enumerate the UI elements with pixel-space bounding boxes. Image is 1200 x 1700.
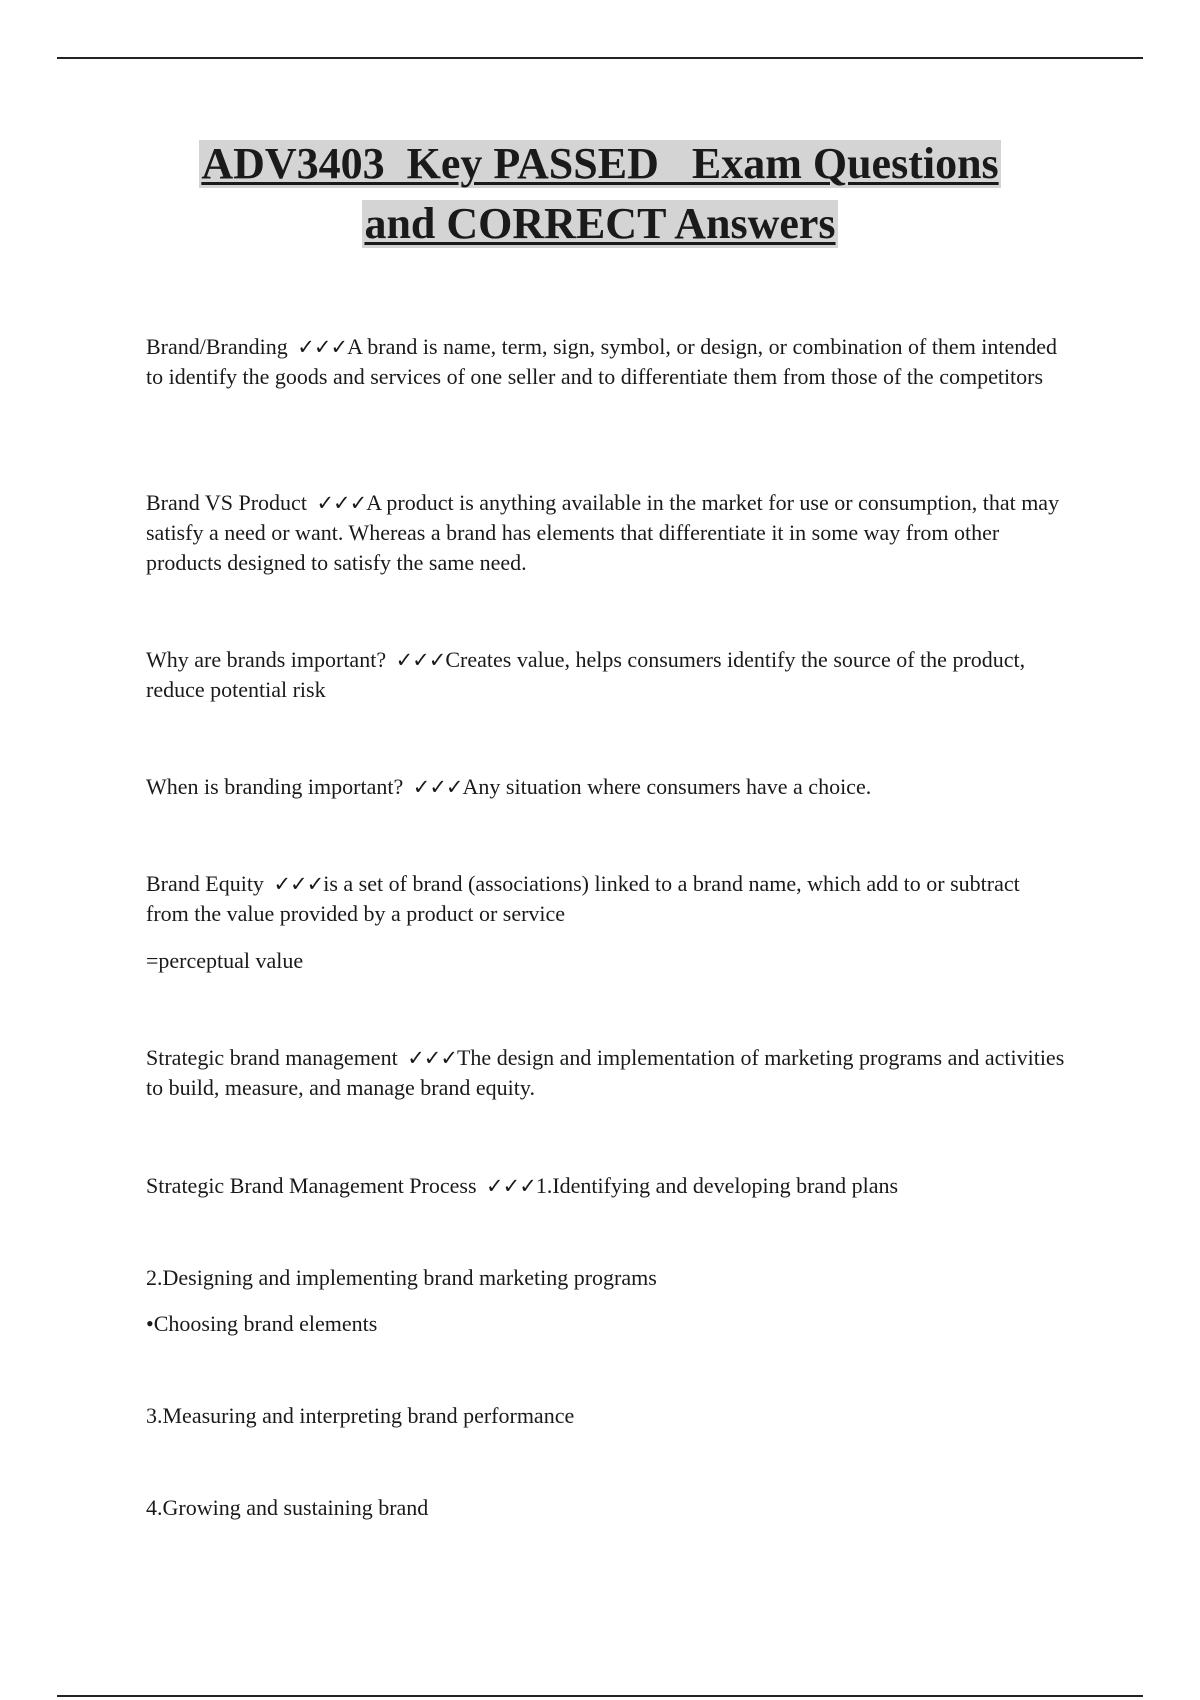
- title-line-1: ADV3403 Key PASSED Exam Questions: [201, 139, 999, 188]
- qa-item-brand-branding: [146, 332, 1066, 392]
- document-title: [100, 140, 1100, 260]
- question-term: Why are brands important?: [146, 647, 387, 672]
- answer-text: Any situation where consumers have a choice.: [462, 774, 872, 799]
- process-step-4: 4.Growing and sustaining brand: [146, 1495, 429, 1520]
- question-term: When is branding important?: [146, 774, 404, 799]
- checkmarks-icon: ✓✓✓: [297, 335, 348, 359]
- question-term: Brand/Branding: [146, 334, 288, 359]
- qa-item-brand-equity: [146, 869, 1066, 929]
- answer-text: A brand is name, term, sign, symbol, or design, or combination of them intended to identify the goods and services of one seller and to differentiate them from those of the competitors: [146, 334, 1058, 389]
- bottom-rule: [57, 1695, 1143, 1697]
- process-step-2-bullet: •Choosing brand elements: [146, 1311, 378, 1336]
- process-step-3: 3.Measuring and interpreting brand performance: [146, 1403, 575, 1428]
- answer-text: is a set of brand (associations) linked to a brand name, which add to or subtract from the value provided by a product or service: [146, 871, 1020, 926]
- top-rule: [57, 57, 1143, 59]
- checkmarks-icon: ✓✓✓: [486, 1174, 536, 1198]
- answer-text: A product is anything available in the market for use or consumption, that may satisfy a need or want. Whereas a brand has elements that differentiate it in some way from other products designed to satisfy the same need.: [146, 490, 1060, 575]
- perceptual-value-line: =perceptual value: [146, 948, 304, 973]
- checkmarks-icon: ✓✓✓: [273, 872, 324, 896]
- title-line-2: and CORRECT Answers: [364, 199, 836, 248]
- checkmarks-icon: ✓✓✓: [412, 775, 463, 799]
- question-term: Brand VS Product: [146, 490, 307, 515]
- answer-text: Creates value, helps consumers identify the source of the product, reduce potential risk: [146, 647, 1026, 702]
- qa-item-when-branding-important: [146, 772, 1066, 802]
- qa-item-why-brands-important: [146, 645, 1066, 705]
- process-step-2: 2.Designing and implementing brand marketing programs: [146, 1265, 657, 1290]
- qa-item-brand-vs-product: [146, 488, 1066, 578]
- checkmarks-icon: ✓✓✓: [395, 648, 446, 672]
- qa-item-strategic-brand-management: [146, 1043, 1066, 1103]
- question-term: Strategic Brand Management Process: [146, 1173, 477, 1198]
- answer-text: The design and implementation of marketing programs and activities to build, measure, and manage brand equity.: [146, 1045, 1065, 1100]
- question-term: Strategic brand management: [146, 1045, 398, 1070]
- checkmarks-icon: ✓✓✓: [316, 491, 367, 515]
- checkmarks-icon: ✓✓✓: [407, 1046, 457, 1070]
- question-term: Brand Equity: [146, 871, 264, 896]
- answer-text: 1.Identifying and developing brand plans: [535, 1173, 899, 1198]
- qa-item-strategic-brand-management-process: [146, 1171, 1066, 1201]
